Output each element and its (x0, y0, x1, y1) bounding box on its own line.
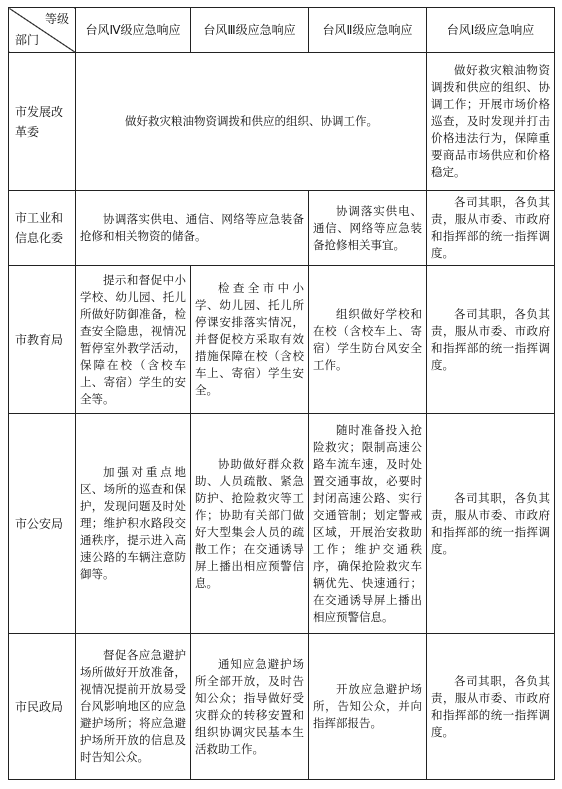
level-4-cell: 督促各应急避护场所做好开放准备，视情况提前开放易受台风影响地区的应急避护场所；将应急避护场所开放的信息及时告知公众。 (76, 634, 191, 780)
level-3-header: 台风Ⅲ级应急响应 (191, 8, 309, 53)
table-row (9, 53, 555, 191)
corner-cell (9, 8, 76, 53)
table-row (9, 414, 555, 634)
level-1-cell: 做好救灾粮油物资调拨和供应的组织、协调工作；开展市场价格巡查，及时发现并打击价格违法行为，保障重要商品市场供应和价格稳定。 (427, 53, 555, 191)
level-2-cell: 开放应急避护场所，告知公众，并向指挥部报告。 (309, 634, 427, 780)
level-2-header: 台风Ⅱ级应急响应 (309, 8, 427, 53)
level-2-cell: 协调落实供电、通信、网络等应急装备抢修相关事宜。 (309, 191, 427, 266)
table-row (9, 191, 555, 266)
level-1-cell: 各司其职，各负其责，服从市委、市政府和指挥部的统一指挥调度。 (427, 191, 555, 266)
dept-cell: 市工业和信息化委 (9, 191, 76, 266)
dept-cell: 市教育局 (9, 266, 76, 414)
level-2-cell: 随时准备投入抢险救灾；限制高速公路车流车速，及时处置交通事故，必要时封闭高速公路、实行交通管制；划定警戒区域，开展治安救助工作；维护交通秩序，确保抢险救灾车辆优先、快速通行；在交通诱导屏上播出相应预警信息。 (309, 414, 427, 634)
header-row (9, 8, 555, 53)
level-1-cell: 各司其职，各负其责，服从市委、市政府和指挥部的统一指挥调度。 (427, 266, 555, 414)
corner-level-label: 等级 (44, 12, 69, 26)
table-row (9, 634, 555, 780)
level-1-cell: 各司其职，各负其责，服从市委、市政府和指挥部的统一指挥调度。 (427, 634, 555, 780)
dept-cell: 市民政局 (9, 634, 76, 780)
dept-cell: 市发展改革委 (9, 53, 76, 191)
table-row (9, 266, 555, 414)
merged-response-cell: 协调落实供电、通信、网络等应急装备抢修和相关物资的储备。 (76, 191, 309, 266)
level-3-cell: 检查全市中小学、幼儿园、托儿所停课安排落实情况，并督促校方采取有效措施保障在校（含校车上、寄宿）学生安全。 (191, 266, 309, 414)
level-2-cell: 组织做好学校和在校（含校车上、寄宿）学生防台风安全工作。 (309, 266, 427, 414)
dept-cell: 市公安局 (9, 414, 76, 634)
level-4-cell: 加强对重点地区、场所的巡查和保护，发现问题及时处理；维护积水路段交通秩序，提示进入高速公路的车辆注意防御等。 (76, 414, 191, 634)
level-4-header: 台风Ⅳ级应急响应 (76, 8, 191, 53)
typhoon-response-table (8, 7, 555, 780)
corner-dept-label: 部门 (15, 33, 40, 47)
level-1-header: 台风Ⅰ级应急响应 (427, 8, 555, 53)
level-3-cell: 通知应急避护场所全部开放，及时告知公众；指导做好受灾群众的转移安置和组织协调灾民基本生活救助工作。 (191, 634, 309, 780)
level-1-cell: 各司其职，各负其责，服从市委、市政府和指挥部的统一指挥调度。 (427, 414, 555, 634)
level-4-cell: 提示和督促中小学校、幼儿园、托儿所做好防御准备，检查安全隐患，视情况暂停室外教学活动，保障在校（含校车上、寄宿）学生的安全等。 (76, 266, 191, 414)
merged-response-cell: 做好救灾粮油物资调拨和供应的组织、协调工作。 (76, 53, 427, 191)
level-3-cell: 协助做好群众救助、人员疏散、紧急防护、抢险救灾等工作；协助有关部门做好大型集会人员的疏散工作；在交通诱导屏上播出相应预警信息。 (191, 414, 309, 634)
response-table-wrapper (8, 7, 555, 780)
